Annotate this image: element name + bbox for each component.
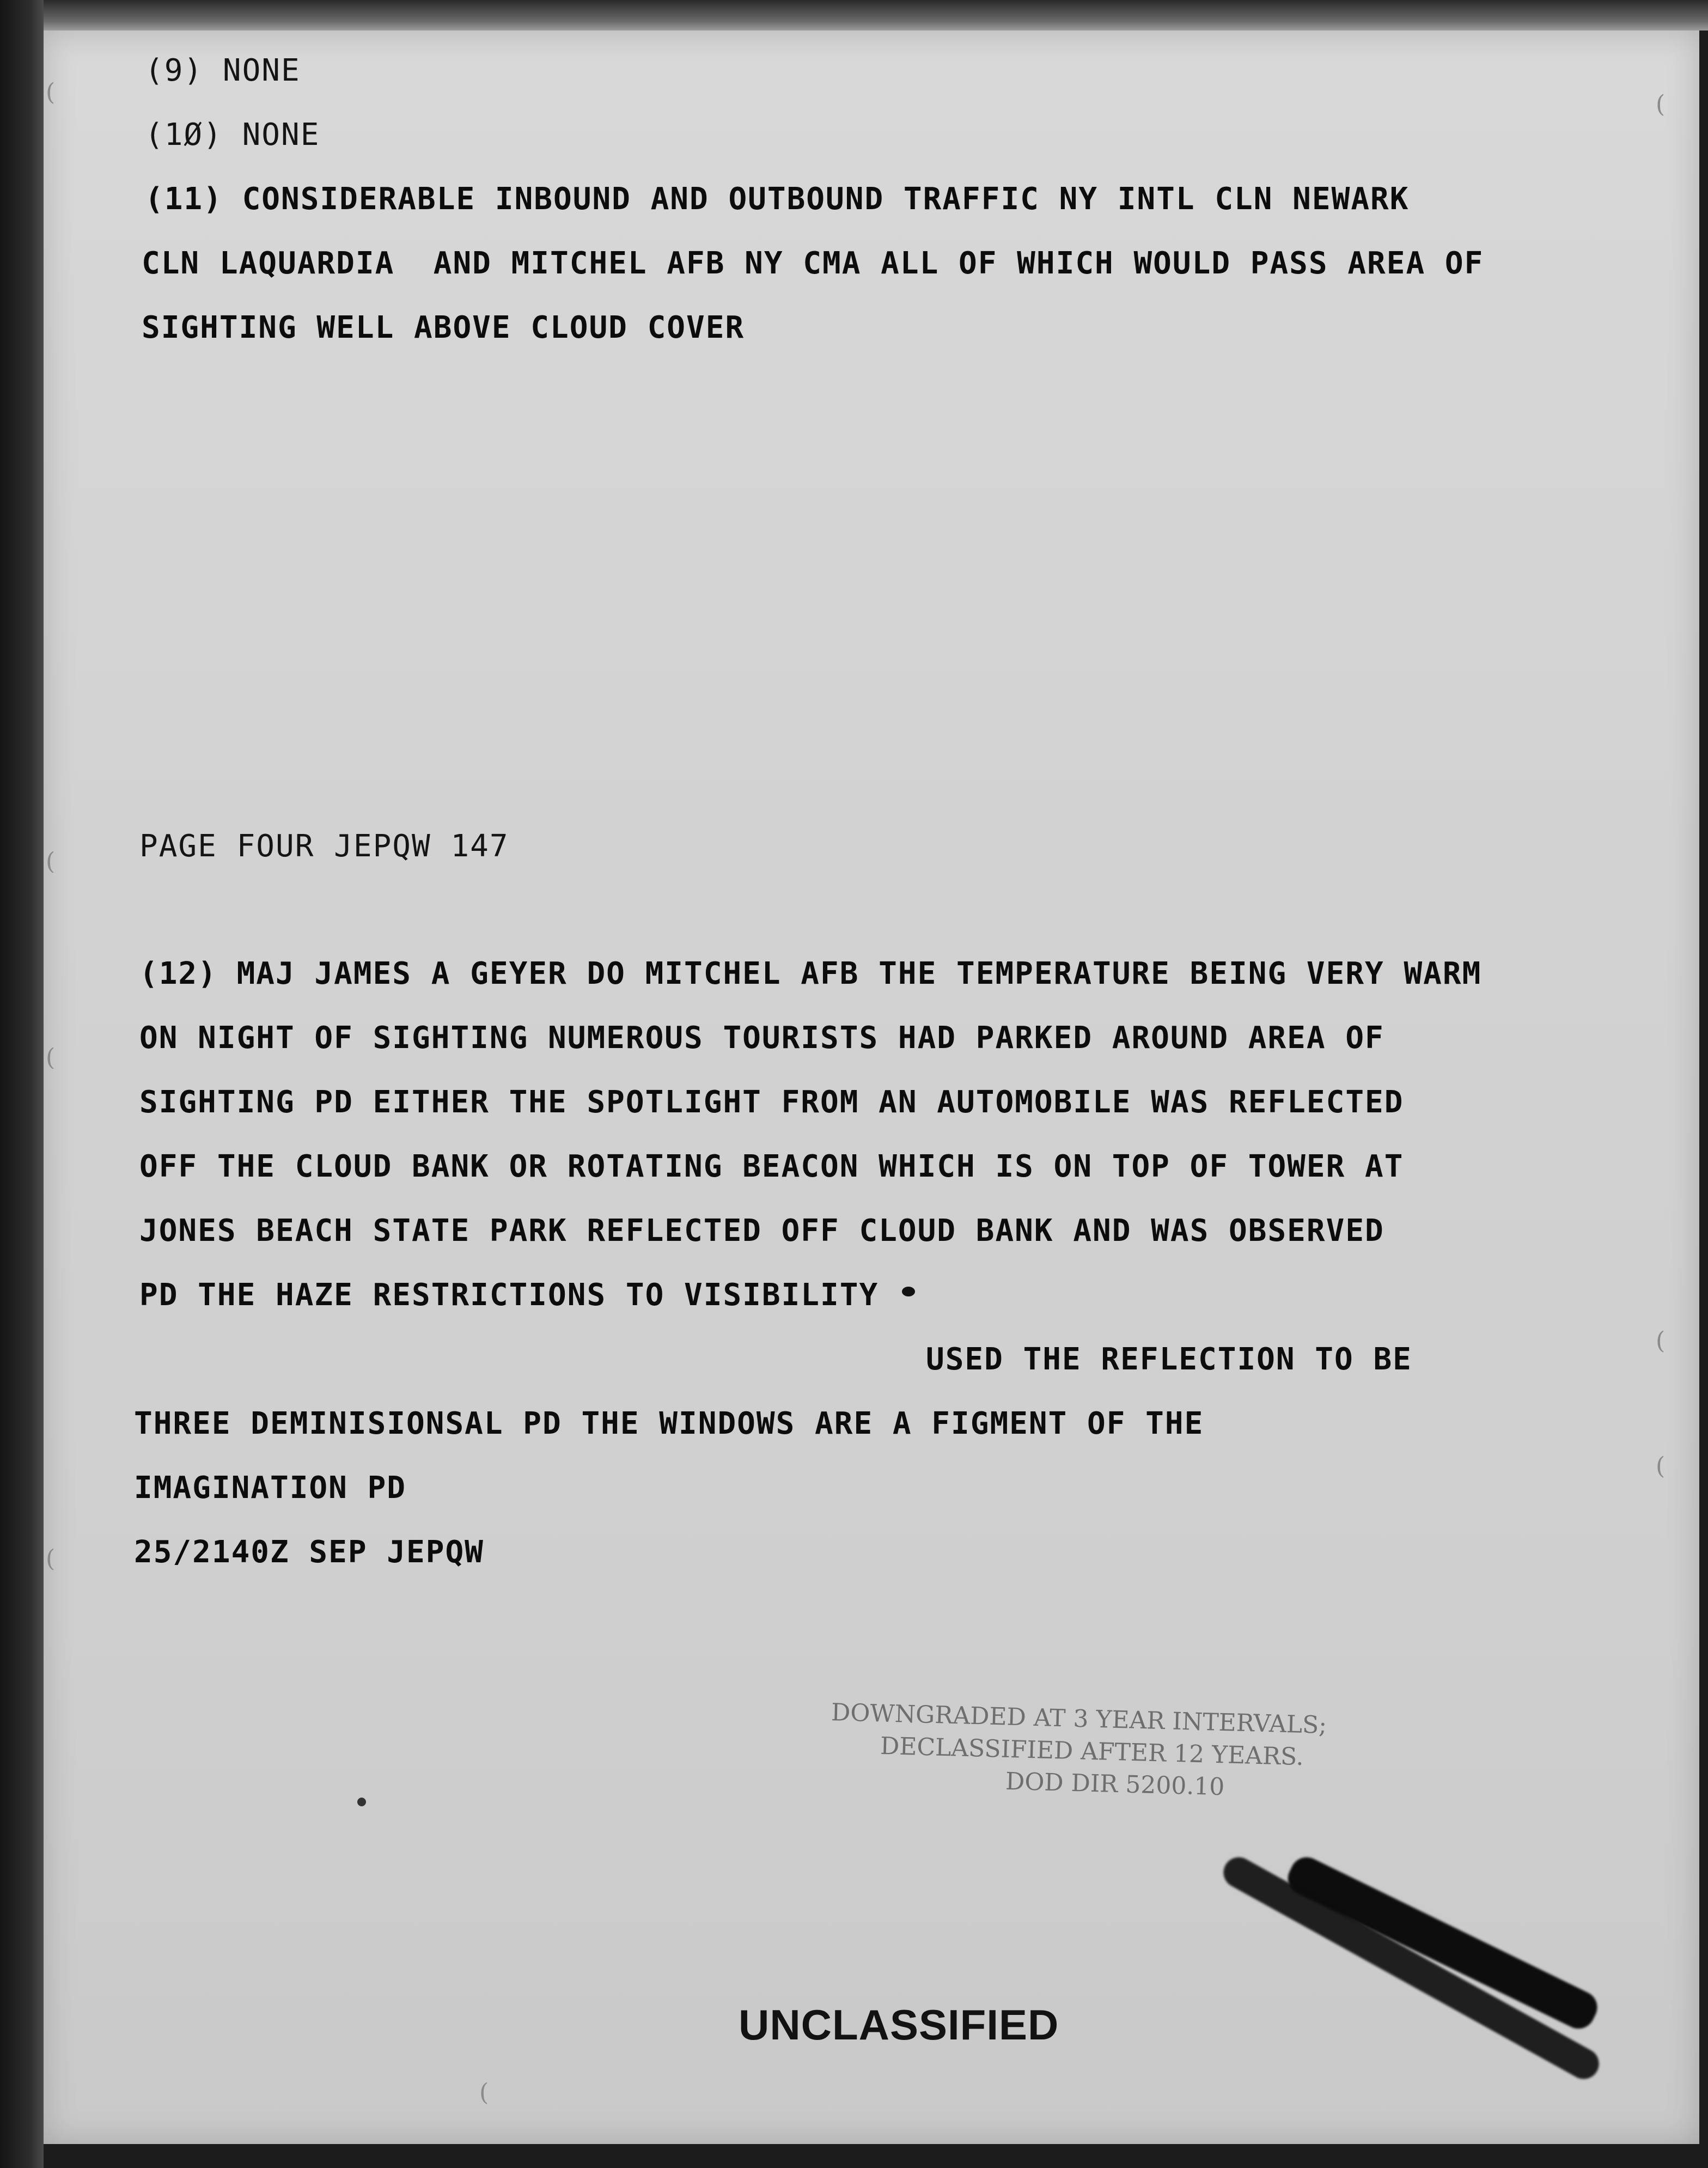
scan-top-border — [0, 0, 1708, 31]
document-page — [44, 31, 1699, 2144]
line-item-12-9: IMAGINATION PD — [134, 1470, 407, 1506]
downgrade-stamp-line-3: DOD DIR 5200.10 — [1005, 1767, 1225, 1801]
line-item-12-8: THREE DEMINISIONSAL PD THE WINDOWS ARE A FIGMENT OF THE — [134, 1406, 1204, 1441]
margin-mark: ( — [479, 2079, 489, 2106]
line-item-11-3: SIGHTING WELL ABOVE CLOUD COVER — [142, 310, 745, 345]
speck — [902, 1287, 915, 1296]
margin-mark: ( — [1656, 1452, 1666, 1480]
line-item-12-3: SIGHTING PD EITHER THE SPOTLIGHT FROM AN AUTOMOBILE WAS REFLECTED — [139, 1085, 1404, 1120]
page-header: PAGE FOUR JEPQW 147 — [139, 829, 509, 864]
line-item-12-6: PD THE HAZE RESTRICTIONS TO VISIBILITY — [139, 1277, 879, 1313]
line-item-12-7: USED THE REFLECTION TO BE — [926, 1342, 1412, 1377]
line-item-11-2: CLN LAQUARDIA AND MITCHEL AFB NY CMA ALL OF WHICH WOULD PASS AREA OF — [142, 246, 1484, 281]
margin-mark: ( — [46, 1044, 56, 1071]
line-item-12-4: OFF THE CLOUD BANK OR ROTATING BEACON WHICH IS ON TOP OF TOWER AT — [139, 1149, 1404, 1184]
date-time-group: 25/2140Z SEP JEPQW — [134, 1534, 484, 1570]
margin-mark: ( — [1656, 90, 1666, 118]
line-item-11-1: (11) CONSIDERABLE INBOUND AND OUTBOUND TRAFFIC NY INTL CLN NEWARK — [145, 181, 1410, 217]
downgrade-stamp-line-1: DOWNGRADED AT 3 YEAR INTERVALS; — [831, 1698, 1327, 1739]
redaction-mark — [1218, 1852, 1604, 2085]
downgrade-stamp-line-2: DECLASSIFIED AFTER 12 YEARS. — [880, 1732, 1304, 1771]
margin-mark: ( — [46, 1545, 56, 1573]
classification-marking: UNCLASSIFIED — [739, 2001, 1059, 2049]
speck — [357, 1798, 366, 1806]
line-item-12-2: ON NIGHT OF SIGHTING NUMEROUS TOURISTS HAD PARKED AROUND AREA OF — [139, 1020, 1384, 1056]
redaction-mark — [1283, 1852, 1603, 2035]
line-item-12-1: (12) MAJ JAMES A GEYER DO MITCHEL AFB THE TEMPERATURE BEING VERY WARM — [139, 956, 1482, 991]
line-item-10: (1Ø) NONE — [145, 117, 320, 153]
scan-left-border — [0, 0, 44, 2168]
line-item-9: (9) NONE — [145, 53, 301, 88]
margin-mark: ( — [1656, 1327, 1666, 1355]
margin-mark: ( — [46, 848, 56, 875]
line-item-12-5: JONES BEACH STATE PARK REFLECTED OFF CLOUD BANK AND WAS OBSERVED — [139, 1213, 1384, 1249]
margin-mark: ( — [46, 78, 56, 106]
